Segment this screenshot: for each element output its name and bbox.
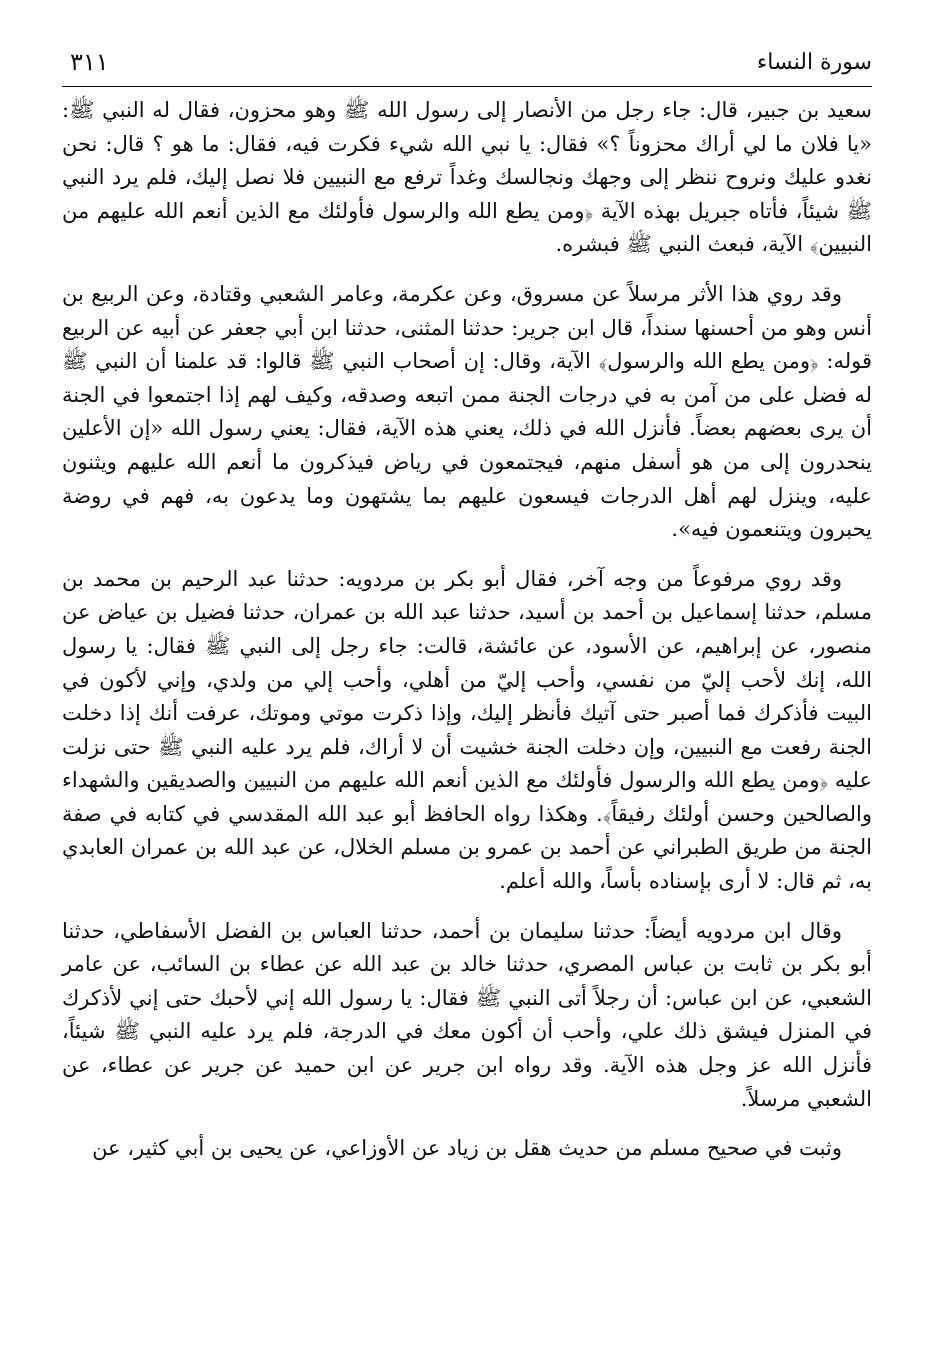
- page-body: [62, 94, 872, 1182]
- paragraph-5: وثبت في صحيح مسلم من حديث هقل بن زياد عن الأوزاعي، عن يحيى بن أبي كثير، عن: [92, 1136, 842, 1161]
- paragraph-2: وقد روي هذا الأثر مرسلاً عن مسروق، وعن عكرمة، وعامر الشعبي وقتادة، وعن الربيع بن أنس وهو من أحسنها سنداً، قال ابن جرير: حدثنا المثنى، حدثنا ابن أبي جعفر عن أبيه عن الربيع قوله: ﴿ومن يطع الله والرسول﴾ الآية، وقال: إن أصحاب النبي ﷺ قالوا: قد علمنا أن النبي ﷺ له فضل على من آمن به في درجات الجنة ممن اتبعه وصدقه، وكيف لهم إذا اجتمعوا في الجنة أن يرى بعضهم بعضاً. فأنزل الله في ذلك، يعني هذه الآية، فقال: يعني رسول الله «إن الأعلين ينحدرون إلى من هو أسفل منهم، فيجتمعون في رياض فيذكرون ما أنعم الله عليهم ويثنون عليه، وينزل لهم أهل الدرجات فيسعون عليهم بما يشتهون وما يدعون به، فهم في روضة يحبرون ويتنعمون فيه».: [62, 281, 872, 542]
- page-header: [62, 48, 872, 84]
- paragraph-1: سعيد بن جبير، قال: جاء رجل من الأنصار إلى رسول الله ﷺ وهو محزون، فقال له النبي ﷺ: «يا فلان ما لي أراك محزوناً ؟» فقال: يا نبي الله شيء فكرت فيه، فقال: ما هو ؟ قال: نحن نغدو عليك ونروح ننظر إلى وجهك ونجالسك وغداً ترفع مع النبيين فلا نصل إليك، فلم يرد النبي ﷺ شيئاً، فأتاه جبريل بهذه الآية ﴿ومن يطع الله والرسول فأولئك مع الذين أنعم الله عليهم من النبيين﴾ الآية، فبعث النبي ﷺ فبشره.: [62, 98, 872, 257]
- running-title: سورة النساء: [756, 50, 872, 75]
- book-page: [62, 48, 872, 1348]
- paragraph-4: وقال ابن مردويه أيضاً: حدثنا سليمان بن أحمد، حدثنا العباس بن الفضل الأسفاطي، حدثنا أبو بكر بن ثابت بن عباس المصري، حدثنا خالد بن عبد الله عن عطاء بن السائب، عن عامر الشعبي، عن ابن عباس: أن رجلاً أتى النبي ﷺ فقال: يا رسول الله إني لأحبك حتى إني لأذكرك في المنزل فيشق ذلك علي، وأحب أن أكون معك في الدرجة، فلم يرد عليه النبي ﷺ شيئاً، فأنزل الله عز وجل هذه الآية. وقد رواه ابن جرير عن ابن حميد عن جرير عن عطاء، عن الشعبي مرسلاً.: [62, 918, 872, 1111]
- page-number: ٣١١: [70, 48, 109, 76]
- paragraph-3: وقد روي مرفوعاً من وجه آخر، فقال أبو بكر بن مردويه: حدثنا عبد الرحيم بن محمد بن مسلم، حدثنا إسماعيل بن أحمد بن أسيد، حدثنا عبد الله بن عمران، حدثنا فضيل بن عياض عن منصور، عن إبراهيم، عن الأسود، عن عائشة، قالت: جاء رجل إلى النبي ﷺ فقال: يا رسول الله، إنك لأحب إليّ من نفسي، وأحب إليّ من أهلي، وأحب إلي من ولدي، وإني لأكون في البيت فأذكرك فما أصبر حتى آتيك فأنظر إليك، وإذا ذكرت موتي وموتك، عرفت أنك إذا دخلت الجنة رفعت مع النبيين، وإن دخلت الجنة خشيت أن لا أراك، فلم يرد عليه النبي ﷺ حتى نزلت عليه ﴿ومن يطع الله والرسول فأولئك مع الذين أنعم الله عليهم من النبيين والصديقين والشهداء والصالحين وحسن أولئك رفيقاً﴾. وهكذا رواه الحافظ أبو عبد الله المقدسي في كتابه في صفة الجنة من طريق الطبراني عن أحمد بن عمرو بن مسلم الخلال، عن عبد الله بن عمران العابدي به، ثم قال: لا أرى بإسناده بأساً، والله أعلم.: [62, 566, 872, 894]
- header-rule: [62, 86, 872, 87]
